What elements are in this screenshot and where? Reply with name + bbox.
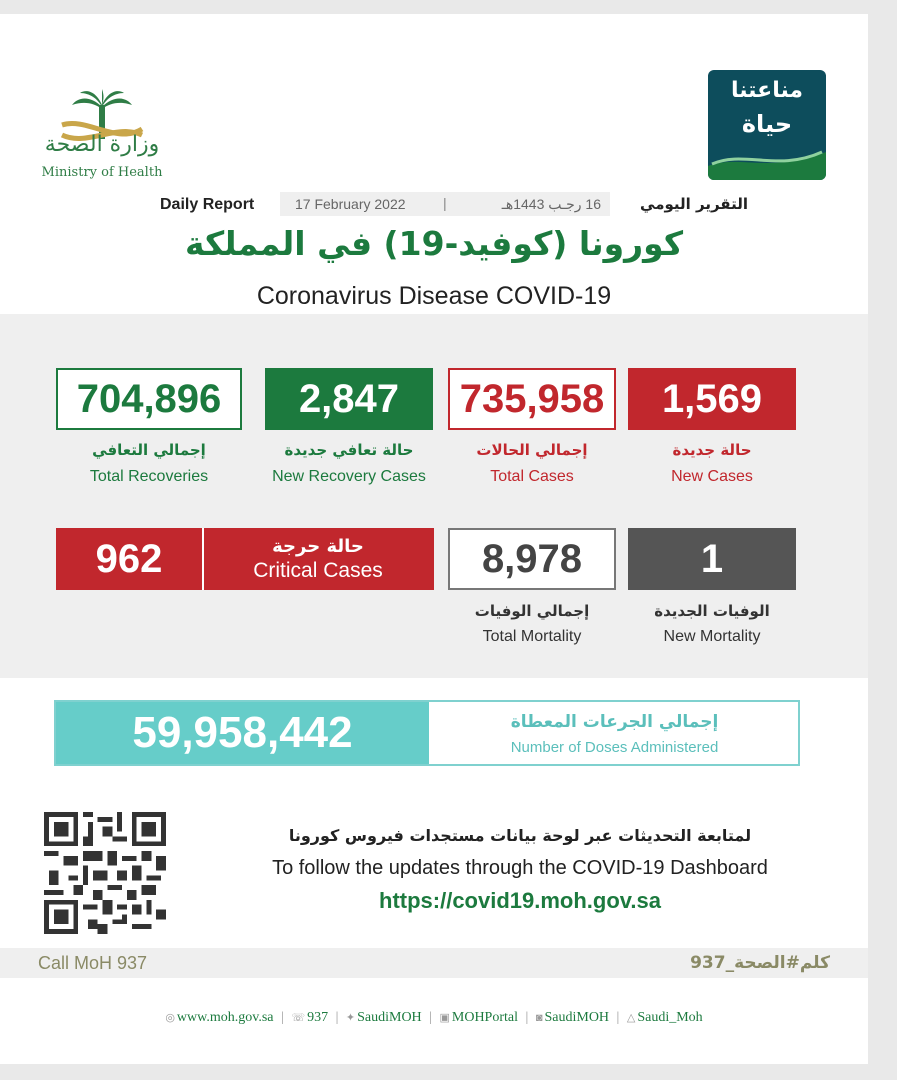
total-cases-label-ar: إجمالي الحالات [476,441,588,459]
footer-divider: | [335,1010,339,1025]
footer-phone[interactable]: 937 [307,1010,329,1025]
snapchat-icon: △ [626,1012,636,1024]
total-recoveries-label-ar: إجمالي التعافي [92,441,206,459]
new-recoveries-value: 2,847 [298,376,400,421]
globe-icon: ◎ [165,1012,175,1024]
phone-icon: ☏ [291,1012,306,1024]
total-recoveries-value: 704,896 [76,376,222,421]
footer-instagram[interactable]: SaudiMOH [544,1010,610,1025]
footer-website[interactable]: www.moh.gov.sa [176,1010,274,1025]
total-cases-value: 735,958 [459,376,605,421]
total-mortality-box [448,528,616,590]
new-recoveries-box [265,368,433,430]
total-recoveries-box [56,368,242,430]
critical-cases-label-en: Critical Cases [253,559,383,582]
new-mortality-box [628,528,796,590]
dashboard-link[interactable]: https://covid19.moh.gov.sa [379,888,661,913]
daily-report-en: Daily Report [160,196,255,213]
vaccine-doses-box [54,700,800,766]
vaccine-doses-value: 59,958,442 [56,702,429,764]
campaign-logo [708,70,826,180]
footer-snapchat[interactable]: Saudi_Moh [637,1010,703,1025]
footer-links [0,1010,868,1026]
daily-report-ar: التقرير اليومي [640,195,748,213]
twitter-icon: ✦ [345,1012,356,1024]
total-recoveries-label-en: Total Recoveries [89,468,209,485]
new-cases-value: 1,569 [661,376,763,421]
new-mortality-label-en: New Mortality [663,628,761,645]
call-moh-en: Call MoH 937 [38,953,148,973]
campaign-swoosh-icon [708,144,826,180]
date-gregorian: 17 February 2022 [295,196,406,212]
footer-divider: | [429,1010,432,1025]
moh-logo-english: Ministry of Health [41,165,163,180]
qr-code-icon[interactable] [44,812,166,934]
total-mortality-label-en: Total Mortality [482,628,582,645]
new-recoveries-label-ar: حالة تعافي جديدة [284,441,414,459]
report-date-row [0,192,868,218]
campaign-line1: مناعتنا [730,78,804,103]
call-moh-ar: كلم#الصحة_937 [690,953,830,973]
total-cases-box [448,368,616,430]
total-mortality-label-ar: إجمالي الوفيات [474,602,590,620]
new-recoveries-label-en: New Recovery Cases [272,468,426,485]
date-separator: | [443,195,447,211]
total-cases-label-en: Total Cases [490,468,574,485]
dashboard-text-en: To follow the updates through the COVID-19 Dashboard [272,857,768,879]
date-hijri: 16 رجـب 1443هـ [501,196,601,212]
footer-divider: | [281,1010,284,1025]
moh-logo-arabic: وزارة الصحة [44,132,160,157]
youtube-icon: ▣ [439,1012,450,1024]
new-cases-label-en: New Cases [671,468,753,485]
instagram-icon: ◙ [535,1012,543,1024]
stats-panel [0,314,868,678]
critical-cases-value: 962 [95,536,163,581]
footer-twitter[interactable]: SaudiMOH [357,1010,422,1025]
call-bar [0,948,868,978]
footer-youtube[interactable]: MOHPortal [451,1010,519,1025]
footer-divider: | [525,1010,529,1025]
page-title-arabic: كورونا (كوفيد-19) في المملكة [184,224,684,263]
new-mortality-value: 1 [700,536,724,581]
campaign-line2: حياة [741,110,793,138]
total-mortality-value: 8,978 [481,536,583,581]
new-cases-box [628,368,796,430]
critical-cases-label-ar: حالة حرجة [272,536,364,557]
new-cases-label-ar: حالة جديدة [672,441,752,459]
vaccine-doses-label-en: Number of Doses Administered [510,739,719,756]
critical-cases-labels [204,535,432,583]
page-title-english: Coronavirus Disease COVID-19 [256,282,612,310]
dashboard-text-ar: لمتابعة التحديثات عبر لوحة بيانات مستجدات فيروس كورونا [288,826,752,845]
critical-cases-box [56,528,434,590]
vaccine-doses-label-ar: إجمالي الجرعات المعطاة [510,712,719,732]
new-mortality-label-ar: الوفيات الجديدة [654,602,770,620]
footer-divider: | [616,1010,620,1025]
